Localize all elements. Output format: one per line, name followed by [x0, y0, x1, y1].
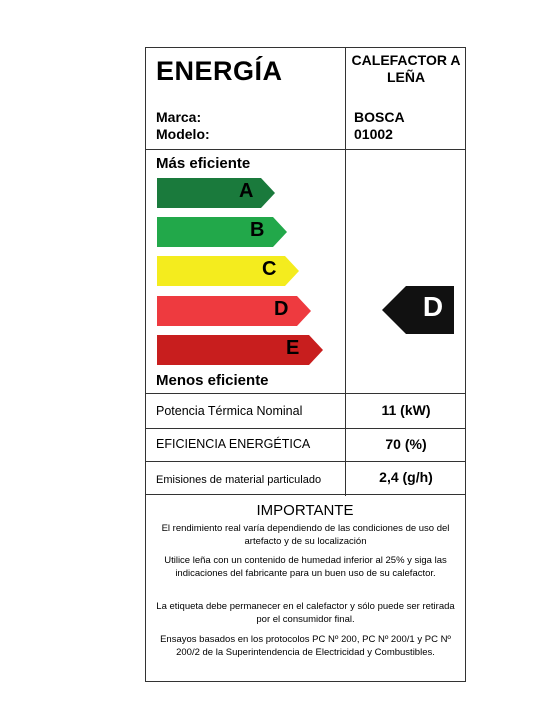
model-value: 01002 — [354, 126, 393, 142]
notice-paragraph: La etiqueta debe permanecer en el calefactor y sólo puede ser retirada por el consumidor final. — [156, 601, 455, 625]
class-c-letter: C — [262, 258, 277, 280]
class-e-letter: E — [286, 337, 300, 359]
notice-paragraph: Utilice leña con un contenido de humedad inferior al 25% y siga las indicaciones del fabricante para un buen uso de su calefactor. — [164, 555, 447, 579]
efficiency-class-b — [157, 217, 287, 247]
energy-efficiency-value: 70 (%) — [385, 436, 427, 452]
notice-paragraph: El rendimiento real varía dependiendo de las condiciones de uso del artefacto y de su localización — [161, 523, 450, 547]
divider — [146, 494, 465, 495]
energy-label — [145, 47, 466, 682]
class-b-letter: B — [250, 219, 265, 241]
most-efficient-label: Más eficiente — [156, 155, 251, 172]
divider — [146, 461, 465, 462]
efficiency-class-c — [157, 256, 299, 286]
particulate-emissions-value: 2,4 (g/h) — [379, 469, 433, 485]
brand-label: Marca: — [156, 109, 202, 125]
efficiency-class-a — [157, 178, 275, 208]
efficiency-class-d — [157, 296, 311, 326]
rating-indicator — [382, 286, 454, 334]
class-a-arrow — [157, 178, 275, 208]
thermal-power-value: 11 (kW) — [381, 402, 431, 418]
notice-paragraph: Ensayos basados en los protocolos PC Nº 200, PC Nº 200/1 y PC Nº 200/2 de la Superintendencia de Electricidad y Combustibles. — [160, 634, 451, 658]
class-a-letter: A — [239, 180, 254, 202]
efficiency-class-e — [157, 335, 323, 365]
label-title: ENERGÍA — [156, 56, 283, 86]
rating-letter: D — [422, 291, 444, 322]
thermal-power-label: Potencia Térmica Nominal — [156, 404, 303, 418]
divider — [146, 149, 465, 150]
class-c-arrow — [157, 256, 299, 286]
model-label: Modelo: — [156, 126, 210, 142]
least-efficient-label: Menos eficiente — [156, 372, 269, 389]
class-b-arrow — [157, 217, 287, 247]
column-divider — [345, 48, 346, 395]
divider — [146, 393, 465, 394]
divider — [146, 428, 465, 429]
notice-title: IMPORTANTE — [256, 502, 354, 519]
particulate-emissions-label: Emisiones de material particulado — [156, 474, 322, 486]
class-d-letter: D — [274, 298, 289, 320]
energy-efficiency-label: EFICIENCIA ENERGÉTICA — [156, 437, 311, 451]
appliance-type: CALEFACTOR A LEÑA — [351, 52, 461, 85]
brand-value: BOSCA — [354, 109, 405, 125]
